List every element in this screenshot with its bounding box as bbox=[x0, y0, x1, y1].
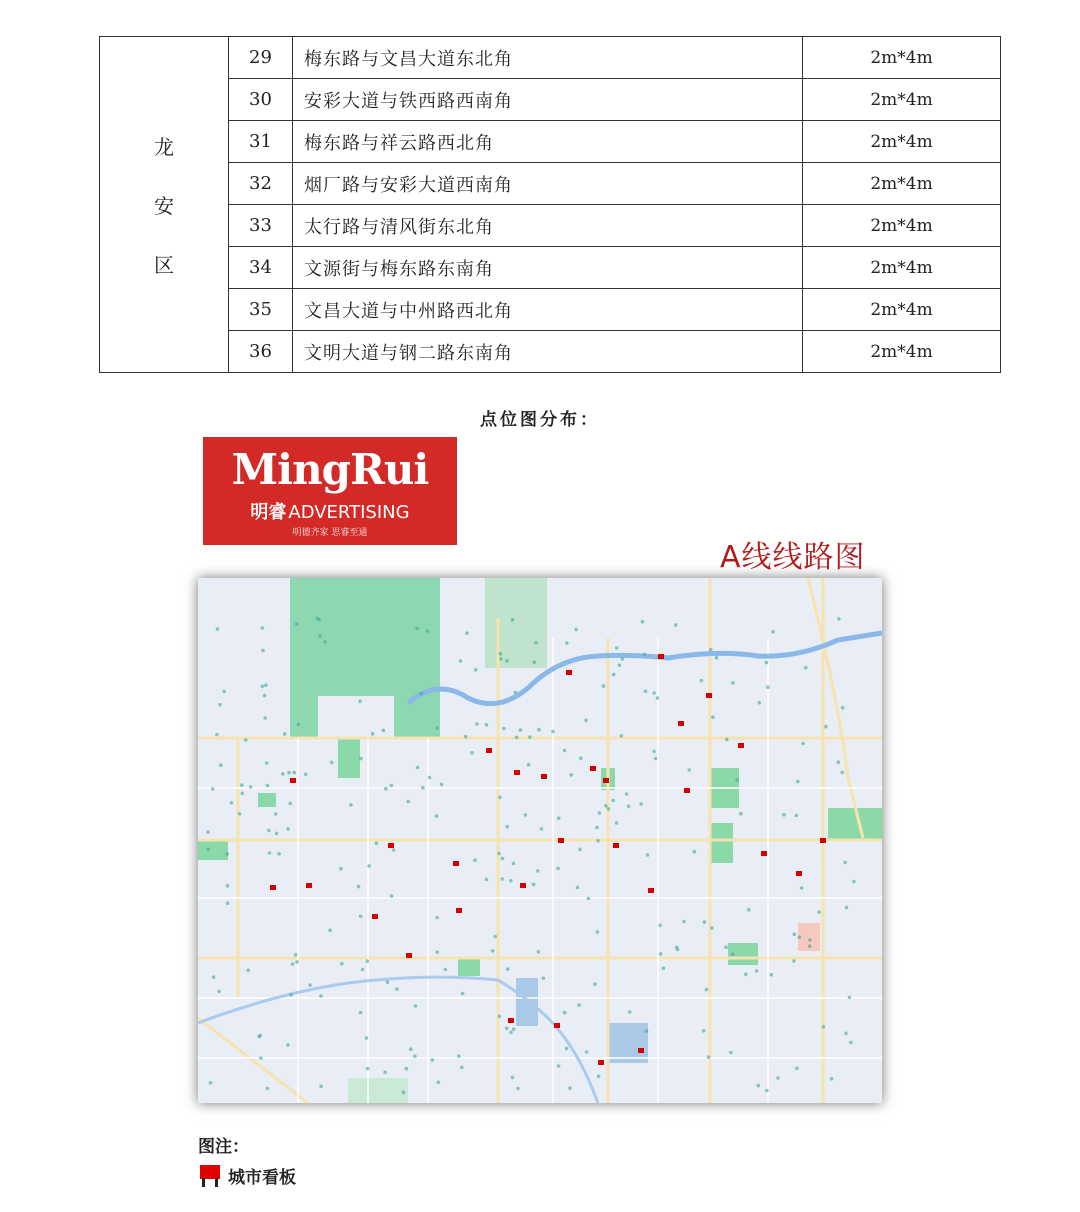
row-number: 31 bbox=[229, 121, 293, 163]
billboard-marker bbox=[678, 721, 684, 726]
legend-item bbox=[200, 1163, 296, 1188]
park-area bbox=[458, 958, 480, 976]
location-cell: 文明大道与钢二路东南角 bbox=[293, 331, 803, 373]
table-row bbox=[100, 331, 1001, 373]
billboard-marker bbox=[554, 1023, 560, 1028]
billboard-marker bbox=[761, 851, 767, 856]
size-cell: 2m*4m bbox=[803, 163, 1001, 205]
map-canvas bbox=[198, 578, 882, 1103]
district-char: 安 bbox=[154, 194, 174, 218]
section-heading: 点位图分布： bbox=[480, 410, 600, 430]
billboard-marker bbox=[796, 871, 802, 876]
table-row bbox=[100, 289, 1001, 331]
park-area bbox=[258, 793, 276, 807]
billboard-marker bbox=[486, 748, 492, 753]
billboard-marker bbox=[508, 1018, 514, 1023]
location-cell: 梅东路与文昌大道东北角 bbox=[293, 37, 803, 79]
logo-subtitle bbox=[203, 498, 457, 524]
logo-en-name: ADVERTISING bbox=[288, 502, 410, 523]
location-cell: 文昌大道与中州路西北角 bbox=[293, 289, 803, 331]
billboard-marker bbox=[566, 670, 572, 675]
billboard-marker bbox=[306, 883, 312, 888]
district-char: 龙 bbox=[154, 135, 174, 159]
size-cell: 2m*4m bbox=[803, 37, 1001, 79]
district-char: 区 bbox=[154, 253, 174, 277]
park-area bbox=[828, 808, 882, 840]
billboard-marker bbox=[638, 1048, 644, 1053]
location-cell: 太行路与清风街东北角 bbox=[293, 205, 803, 247]
billboard-marker bbox=[658, 654, 664, 659]
size-cell: 2m*4m bbox=[803, 79, 1001, 121]
park-area bbox=[348, 1078, 408, 1103]
logo-cn-name: 明睿 bbox=[250, 502, 287, 523]
water-area bbox=[516, 978, 538, 1026]
row-number: 29 bbox=[229, 37, 293, 79]
table-row bbox=[100, 121, 1001, 163]
billboard-marker bbox=[372, 914, 378, 919]
billboard-marker bbox=[456, 908, 462, 913]
billboard-marker bbox=[820, 838, 826, 843]
park-area bbox=[485, 578, 547, 668]
table-row bbox=[100, 247, 1001, 289]
size-cell: 2m*4m bbox=[803, 247, 1001, 289]
billboard-marker bbox=[541, 774, 547, 779]
table-row bbox=[100, 37, 1001, 79]
billboard-marker bbox=[706, 693, 712, 698]
table-row bbox=[100, 163, 1001, 205]
billboard-marker bbox=[598, 1060, 604, 1065]
district-cell bbox=[100, 37, 229, 373]
legend-item-label: 城市看板 bbox=[228, 1168, 296, 1188]
location-cell: 烟厂路与安彩大道西南角 bbox=[293, 163, 803, 205]
route-map bbox=[198, 578, 882, 1103]
mingrui-logo bbox=[203, 437, 457, 545]
billboard-marker bbox=[558, 838, 564, 843]
row-number: 30 bbox=[229, 79, 293, 121]
billboard-marker bbox=[648, 888, 654, 893]
billboard-marker bbox=[514, 770, 520, 775]
size-cell: 2m*4m bbox=[803, 331, 1001, 373]
billboard-marker bbox=[738, 743, 744, 748]
table-row bbox=[100, 205, 1001, 247]
table-row bbox=[100, 79, 1001, 121]
park-area bbox=[198, 840, 228, 860]
billboard-marker bbox=[406, 953, 412, 958]
size-cell: 2m*4m bbox=[803, 121, 1001, 163]
billboard-marker bbox=[603, 778, 609, 783]
location-cell: 梅东路与祥云路西北角 bbox=[293, 121, 803, 163]
map-title: A线线路图 bbox=[720, 540, 866, 575]
billboard-marker bbox=[520, 883, 526, 888]
row-number: 36 bbox=[229, 331, 293, 373]
billboard-marker-icon bbox=[200, 1165, 220, 1187]
row-number: 33 bbox=[229, 205, 293, 247]
logo-slogan: 明德齐家 思睿至通 bbox=[292, 528, 368, 538]
billboard-marker bbox=[290, 778, 296, 783]
location-cell: 安彩大道与铁西路西南角 bbox=[293, 79, 803, 121]
billboard-marker bbox=[388, 843, 394, 848]
row-number: 34 bbox=[229, 247, 293, 289]
legend-title: 图注： bbox=[198, 1137, 249, 1157]
billboard-marker bbox=[270, 885, 276, 890]
row-number: 32 bbox=[229, 163, 293, 205]
water-area bbox=[608, 1023, 648, 1063]
billboard-marker bbox=[684, 788, 690, 793]
size-cell: 2m*4m bbox=[803, 205, 1001, 247]
size-cell: 2m*4m bbox=[803, 289, 1001, 331]
park-area bbox=[338, 738, 360, 778]
billboard-location-table bbox=[99, 36, 1001, 373]
row-number: 35 bbox=[229, 289, 293, 331]
billboard-marker bbox=[453, 861, 459, 866]
billboard-marker bbox=[613, 843, 619, 848]
logo-brand: MingRui bbox=[231, 445, 429, 494]
billboard-marker bbox=[590, 766, 596, 771]
location-cell: 文源街与梅东路东南角 bbox=[293, 247, 803, 289]
park-area bbox=[711, 823, 733, 863]
